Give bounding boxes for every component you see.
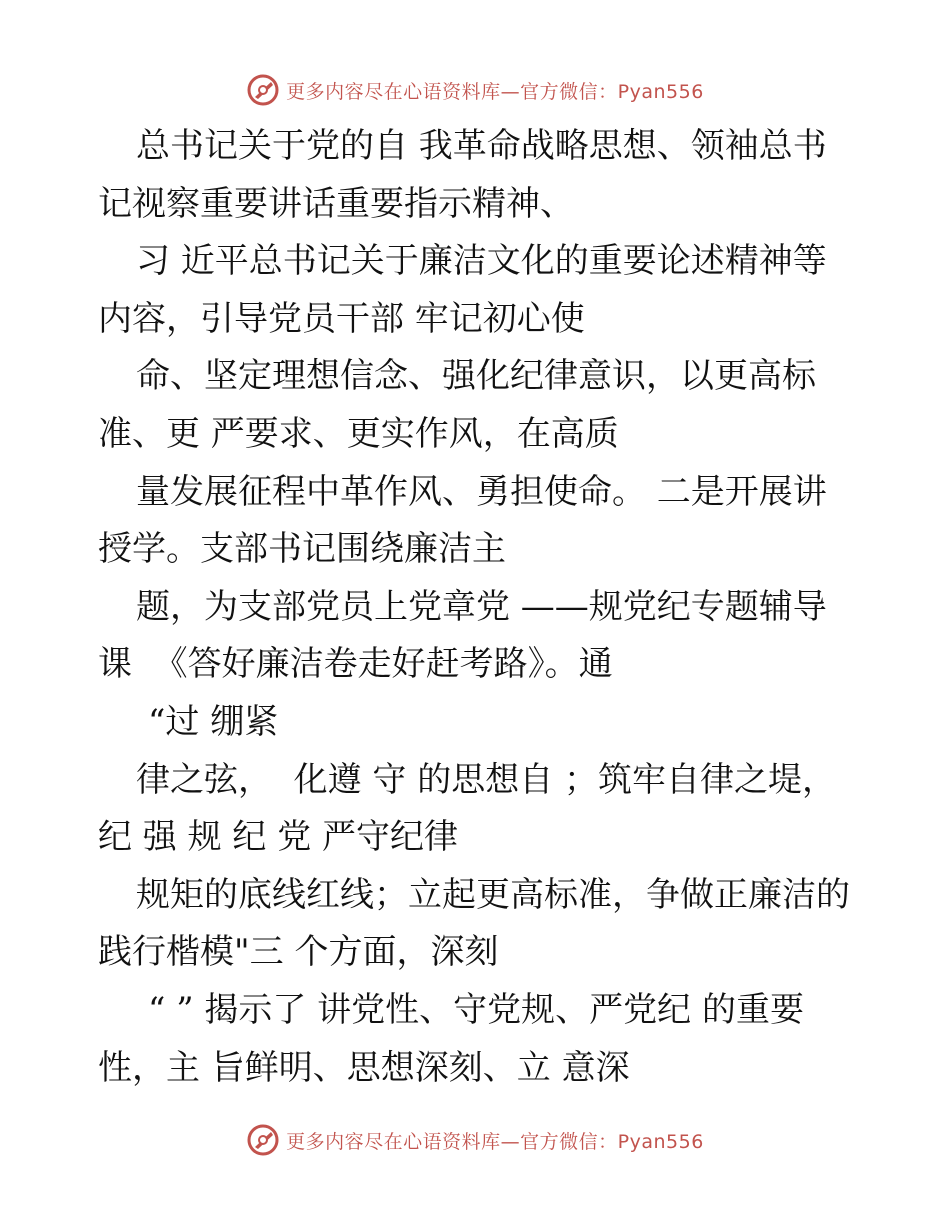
- text-line: 命、坚定理想信念、强化纪律意识，以更高标: [136, 356, 816, 397]
- text-line: 授学。支部书记围绕廉洁主: [98, 529, 506, 570]
- footer-watermark: [0, 1120, 950, 1160]
- text-line: 准、更 严要求、更实作风，在高质: [98, 413, 619, 454]
- text-line: 性，主 旨鲜明、思想深刻、立 意深: [98, 1047, 630, 1088]
- text-line: 内容，引导党员干部 牢记初心使: [98, 298, 585, 339]
- text-line: “过 绷紧: [148, 701, 279, 742]
- text-line: “ ” 揭示了 讲党性、守党规、严党纪 的重要: [148, 989, 804, 1030]
- text-line: 践行楷模"三 个方面，深刻: [98, 932, 499, 973]
- text-line: 量发展征程中革作风、勇担使命。 二是开展讲: [136, 471, 827, 512]
- text-line: 总书记关于党的自 我革命战略思想、领袖总书: [136, 126, 827, 166]
- header-watermark-text: 更多内容尽在心语资料库—官方微信：Pyan556: [286, 80, 704, 103]
- text-line: 纪 强 规 纪 党 严守纪律: [98, 817, 459, 858]
- header-watermark: [0, 70, 950, 110]
- document-body: [98, 118, 868, 1097]
- seal-logo-icon: [246, 73, 280, 107]
- text-line: 律之弦， 化遵 守 的思想自 ；筑牢自律之堤，: [136, 759, 837, 800]
- text-line: 课 《答好廉洁卷走好赶考路》。通: [98, 644, 613, 685]
- text-line: 记视察重要讲话重要指示精神、: [98, 183, 574, 224]
- text-line: 题，为支部党员上党章党 ——规党纪专题辅导: [136, 586, 827, 627]
- seal-logo-icon: [246, 1123, 280, 1157]
- footer-watermark-text: 更多内容尽在心语资料库—官方微信：Pyan556: [286, 1130, 704, 1153]
- text-line: 规矩的底线红线；立起更高标准，争做正廉洁的: [136, 874, 850, 915]
- text-line: 习 近平总书记关于廉洁文化的重要论述精神等: [136, 241, 827, 282]
